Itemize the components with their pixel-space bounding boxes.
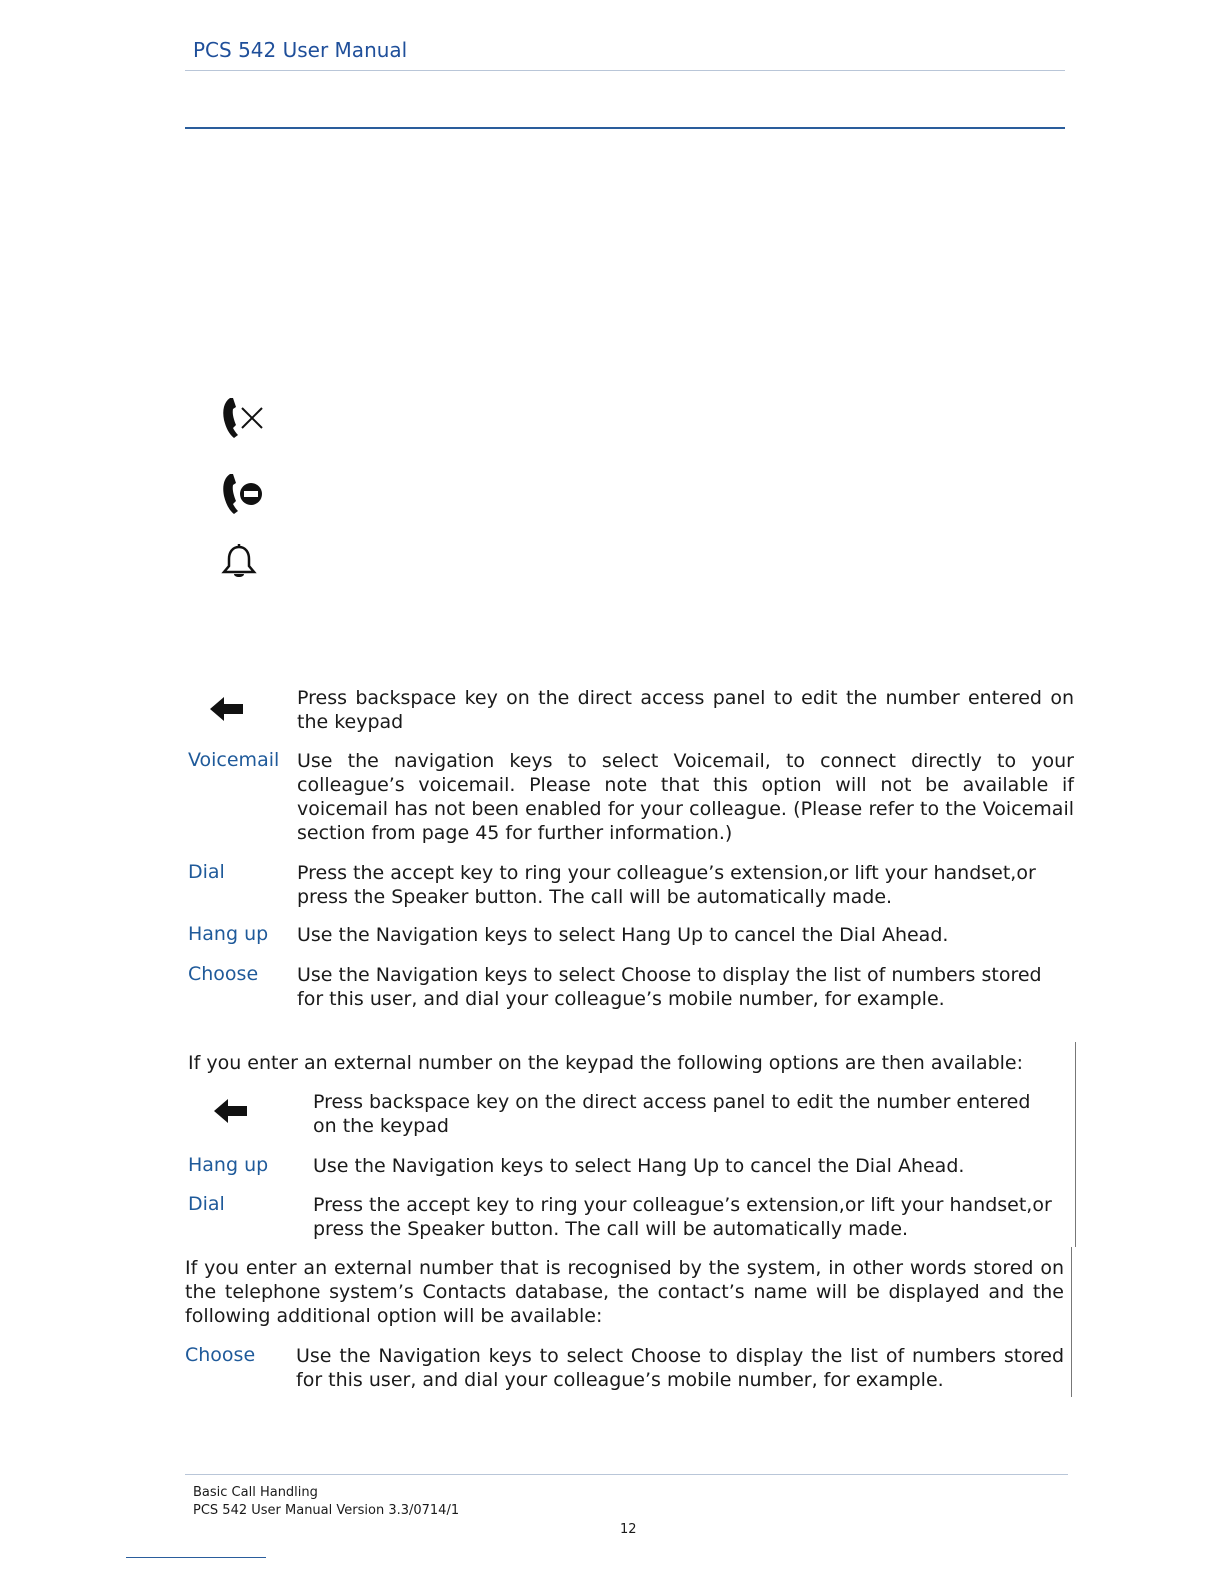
footer-section: Basic Call Handling — [193, 1485, 318, 1500]
recognised-text-choose: Use the Navigation keys to select Choose to display the list of numbers stored for this user, and dial your colleague’s mobile number, for example. — [296, 1345, 1064, 1391]
bottom-rule — [126, 1557, 266, 1558]
option-text-backspace: Press backspace key on the direct access panel to edit the number entered on the keypad — [297, 687, 1074, 733]
external-intro: If you enter an external number on the keypad the following options are then available: — [188, 1052, 1024, 1074]
external-text-dial: Press the accept key to ring your colleague’s extension,or lift your handset,or press the Speaker button. The call will be automatically made. — [313, 1194, 1052, 1240]
footer-version: PCS 542 User Manual Version 3.3/0714/1 — [193, 1503, 460, 1518]
recognised-intro: If you enter an external number that is recognised by the system, in other words stored on the telephone system’s Contacts database, the contact’s name will be displayed and the following additional option will be available: — [185, 1257, 1064, 1327]
backspace-arrow-icon — [212, 1097, 250, 1125]
footer-divider — [185, 1474, 1068, 1475]
recognised-label-choose: Choose — [185, 1344, 256, 1366]
change-bar — [1075, 1042, 1076, 1247]
phone-do-not-disturb-icon — [220, 472, 266, 516]
external-label-hang-up: Hang up — [188, 1154, 269, 1176]
option-text-hang-up: Use the Navigation keys to select Hang Up to cancel the Dial Ahead. — [297, 924, 949, 946]
phone-x-icon — [220, 396, 266, 440]
backspace-arrow-icon — [208, 695, 246, 723]
page-header-title: PCS 542 User Manual — [193, 38, 408, 62]
option-label-choose: Choose — [188, 963, 259, 985]
option-label-hang-up: Hang up — [188, 923, 269, 945]
external-text-hang-up: Use the Navigation keys to select Hang Up to cancel the Dial Ahead. — [313, 1155, 965, 1177]
option-text-choose: Use the Navigation keys to select Choose to display the list of numbers stored for this user, and dial your colleague’s mobile number, for example. — [297, 964, 1042, 1010]
bell-icon — [220, 544, 258, 580]
page-number: 12 — [620, 1522, 637, 1537]
option-label-dial: Dial — [188, 861, 225, 883]
header-divider — [185, 70, 1065, 71]
option-text-voicemail: Use the navigation keys to select Voicemail, to connect directly to your colleague’s voicemail. Please note that this option will not be available if voicemail has not been enabled for your colleague. (Please refer to the Voicemail section from page 45 for further information.) — [297, 750, 1074, 844]
external-label-dial: Dial — [188, 1193, 225, 1215]
header-rule — [185, 127, 1065, 129]
external-text-backspace: Press backspace key on the direct access panel to edit the number entered on the keypad — [313, 1091, 1031, 1137]
change-bar — [1071, 1247, 1072, 1397]
option-label-voicemail: Voicemail — [188, 749, 280, 771]
option-text-dial: Press the accept key to ring your colleague’s extension,or lift your handset,or press the Speaker button. The call will be automatically made. — [297, 862, 1036, 908]
